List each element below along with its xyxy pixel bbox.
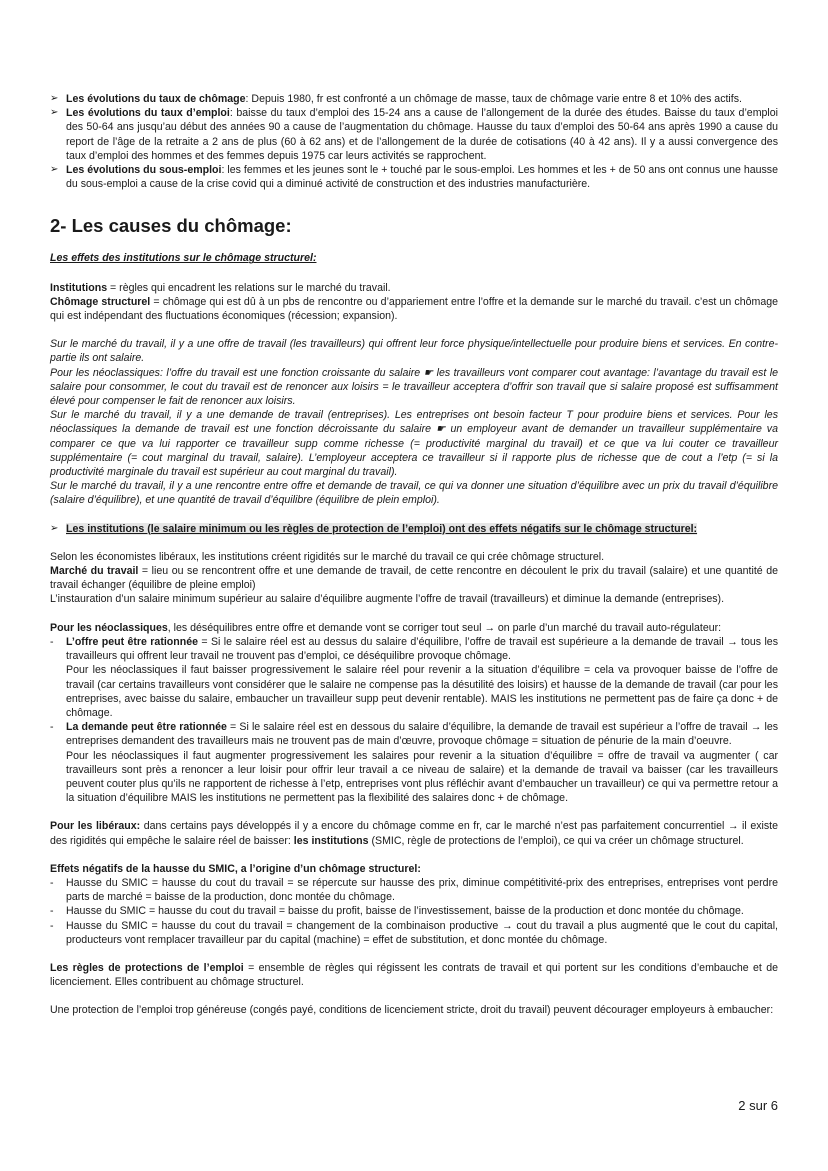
bullet-text: : baisse du taux d’emploi des 15-24 ans a cause de l’allongement de la durée des études. Baisse du taux d’emploi des 50-64 ans jusqu’au début des années 90 a cause de l’augmentation du chômage. Hausse du taux d’emploi des 50-64 ans après 1990 a cause du report de l’âge de la retraite a 2 ans de plus (60 à 62 ans) et de l’allongement de la durée de cotisations (40 à 42 ans). Il y a aussi convergence des taux d’emploi des hommes et des femmes depuis 1975 car leurs activités se rapprochent.: [66, 107, 779, 162]
definition-chomage-structurel: [50, 295, 778, 323]
item-title: La demande peut être rationnée: [66, 721, 227, 734]
term: Marché du travail: [50, 565, 139, 578]
italic-paragraph: Pour les néoclassiques: l’offre du travail est une fonction croissante du salaire ☛ les travailleurs vont comparer cout avantage: l’avantage du travail est le salaire pour consommer, le cout du travail est de renoncer aux loisirs = le travailleur acceptera d’offrir son travail que si salaire proposé est suffisamment élevé pour compenser le fait de renoncer aux loisirs.: [50, 366, 778, 408]
arrowhead-bullet-icon: ➢: [50, 164, 59, 176]
italic-paragraph: Sur le marché du travail, il y a une offre de travail (les travailleurs) qui offrent leur force physique/intellectuelle pour produire biens et services. En contre-partie ils ont salaire.: [50, 338, 778, 365]
regles-paragraph: [50, 961, 778, 989]
bullet-title: Les évolutions du taux de chômage: [66, 93, 246, 105]
subheading: Les effets des institutions sur le chômage structurel:: [50, 252, 317, 265]
definition-marche-travail: [50, 564, 778, 592]
item-text: Hausse du SMIC = hausse du cout du travail = se répercute sur hausse des prix, diminue compétitivité-prix des entreprises, entreprises vont perdre parts de marché = baisse de la production, donc montée du chômage.: [66, 876, 778, 904]
list-item: [50, 919, 778, 947]
dash-icon: -: [50, 905, 54, 918]
definition-institutions: [50, 281, 778, 295]
page-number: 2 sur 6: [738, 1098, 778, 1113]
smic-heading-text: Effets négatifs de la hausse du SMIC, a l’origine d’un chômage structurel:: [50, 862, 421, 875]
term: Chômage structurel: [50, 295, 151, 308]
term: Institutions: [50, 281, 108, 294]
list-item: [50, 904, 778, 918]
arrowhead-bullet-icon: ➢: [50, 93, 59, 104]
bullet-text: : les femmes et les jeunes sont le + touché par le sous-emploi. Les hommes et les + de 50 ans ont connus une hausse du sous-emploi a cause de la crise covid qui a diminué activité de construction et des industries manufacturière.: [66, 164, 778, 191]
italic-paragraph: Sur le marché du travail, il y a une rencontre entre offre et demande de travail, ce qui va donner une situation d’équilibre avec un prix du travail d’équilibre (salaire d’équilibre), et une quantité de travail d’équilibre (équilibre de plein emploi).: [50, 480, 778, 507]
dash-icon: -: [50, 876, 54, 889]
definition-text: = chômage qui est dû à un pbs de rencontre ou d’appariement entre l’offre et la demande sur le marché du travail. c’est un chômage qui est indépendant des fluctuations économiques (récession; expansion).: [50, 295, 778, 323]
item-extra: Pour les néoclassiques il faut baisser progressivement le salaire réel pour revenir a la situation d’équilibre = cela va provoquer baisse de l’offre de travail (car certains travailleurs vont considérer que le salaire ne compense pas la désutilité des loisirs) et hausse de la demande de travail (car pour les entreprises, avec baisse du salaire, embaucher un travailleur supp peut devenir rentable). MAIS les institutions ne permettent pas de faire ça donc + de chômage.: [66, 664, 778, 719]
section-title: 2- Les causes du chômage:: [50, 215, 292, 237]
term: Pour les néoclassiques: [50, 621, 168, 634]
item-title: L’offre peut être rationnée: [66, 635, 198, 648]
smic-heading: [50, 862, 778, 876]
highlight-text: Les institutions (le salaire minimum ou les règles de protection de l’emploi) ont des effets négatifs sur le chômage structurel:: [66, 522, 698, 535]
liberaux-text1: dans certains pays développés il y a encore du chômage comme en fr, car le marché n’est pas parfaitement concurrentiel → il existe des rigidités qui empêche le salaire réel de baisser:: [50, 820, 778, 847]
dash-icon: -: [50, 635, 54, 648]
liberaux-paragraph: [50, 819, 778, 847]
salaire-minimum-line: L’instauration d’un salaire minimum supérieur au salaire d’équilibre augmente l’offre de travail (travailleurs) et diminue la demande (entreprises).: [50, 593, 725, 606]
arrowhead-bullet-icon: ➢: [50, 522, 59, 534]
bullet-title: Les évolutions du taux d’emploi: [66, 107, 230, 120]
bullet-text: : Depuis 1980, fr est confronté a un chômage de masse, taux de chômage varie entre 8 et 10% des actifs.: [245, 93, 742, 105]
bullet-taux-chomage: [50, 92, 778, 106]
list-item: [50, 720, 778, 805]
dash-icon: -: [50, 721, 54, 734]
document-page: [50, 92, 778, 1018]
liberaux-text2: (SMIC, règle de protections de l’emploi), ce qui va créer un chômage structurel.: [368, 834, 744, 847]
neoclassic-text: , les déséquilibres entre offre et demande vont se corriger tout seul → on parle d’un marché du travail auto-régulateur:: [167, 621, 722, 634]
item-text: Hausse du SMIC = hausse du cout du travail = changement de la combinaison productive → cout du travail a plus augmenté que le cout du capital, producteurs vont remplacer travailleur par du capital (machine) = effet de substitution, et donc montée du chômage.: [66, 919, 778, 946]
regles-text: = ensemble de règles qui régissent les contrats de travail et qui portent sur les conditions d’embauche et de licenciement. Elles contribuent au chômage structurel.: [50, 961, 778, 989]
term: Pour les libéraux:: [50, 820, 141, 833]
item-text: = Si le salaire réel est en dessous du salaire d’équilibre, la demande de travail est supérieur a l’offre de travail → les entreprises demandent des travailleurs mais ne trouvent pas de main d’œuvre, provoque chômage = situation de pénurie de la main d’oeuvre.: [66, 721, 779, 748]
list-item: [50, 876, 778, 904]
item-extra: Pour les néoclassiques il faut augmenter progressivement les salaires pour revenir a la situation d’équilibre = offre de travail va augmenter ( car travailleurs sont près a renoncer a leur loisir pour offrir leur travail a ce niveau de salaire) et la demande de travail va baisser (car les travailleurs peuvent couter plus qu’ils ne rapportent de richesse à l’etp, entreprises vont plus réfléchir avant d’embaucher un travailleur) ce qui va permettre retour a la situation d’équilibre MAIS les institutions ne permettent pas la flexibilité des salaires donc + de chômage.: [66, 749, 778, 805]
list-item: [50, 635, 778, 720]
last-paragraph: Une protection de l’emploi trop généreuse (congés payé, conditions de licenciement stricte, droit du travail) peuvent décourager employeurs à embaucher:: [50, 1004, 774, 1017]
bullet-sous-emploi: [50, 163, 778, 191]
liberal-line: Selon les économistes libéraux, les institutions créent rigidités sur le marché du travail ce qui crée chômage structurel.: [50, 550, 605, 563]
bullet-title: Les évolutions du sous-emploi: [66, 164, 222, 177]
arrowhead-bullet-icon: ➢: [50, 107, 59, 119]
definition-text: = règles qui encadrent les relations sur le marché du travail.: [107, 281, 391, 294]
term: Les règles de protections de l’emploi: [50, 961, 244, 974]
neoclassic-intro: [50, 621, 778, 635]
bullet-taux-emploi: [50, 106, 778, 163]
liberaux-text: [50, 819, 778, 847]
liberaux-bold2: les institutions: [293, 834, 369, 847]
item-text: Hausse du SMIC = hausse du cout du travail = baisse du profit, baisse de l’investissement, baisse de la production et donc montée du chômage.: [66, 905, 744, 918]
highlight-bullet: [50, 522, 778, 536]
definition-text: = lieu ou se rencontrent offre et une demande de travail, de cette rencontre en découlent le prix du travail (salaire) et une quantité de travail échanger (équilibre de pleine emploi): [50, 565, 778, 592]
dash-icon: -: [50, 919, 54, 932]
italic-paragraph: Sur le marché du travail, il y a une demande de travail (entreprises). Les entreprises ont besoin facteur T pour produire biens et services. Pour les néoclassiques la demande de travail est une fonction décroissante du salaire ☛ un employeur avant de demander un travailleur supplémentaire va comparer ce que va lui rapporter ce travailleur supp comme richesse (= productivité marginal du travail) et ce que va lui couter ce travailleur supplémentaire (= cout marginal du travail, salaire). L’employeur acceptera ce travailleur si il rapporte plus de richesse que de cout a l’etp (= si la productivité marginale du travail est supérieur au cout marginal du travail).: [50, 409, 778, 479]
item-text: = Si le salaire réel est au dessus du salaire d’équilibre, l’offre de travail est supérieure a la demande de travail → tous les travailleurs qui offrent leur travail ne trouvent pas d’emploi, ce déséquilibre provoque chômage.: [66, 635, 778, 663]
italic-block: [50, 337, 778, 507]
